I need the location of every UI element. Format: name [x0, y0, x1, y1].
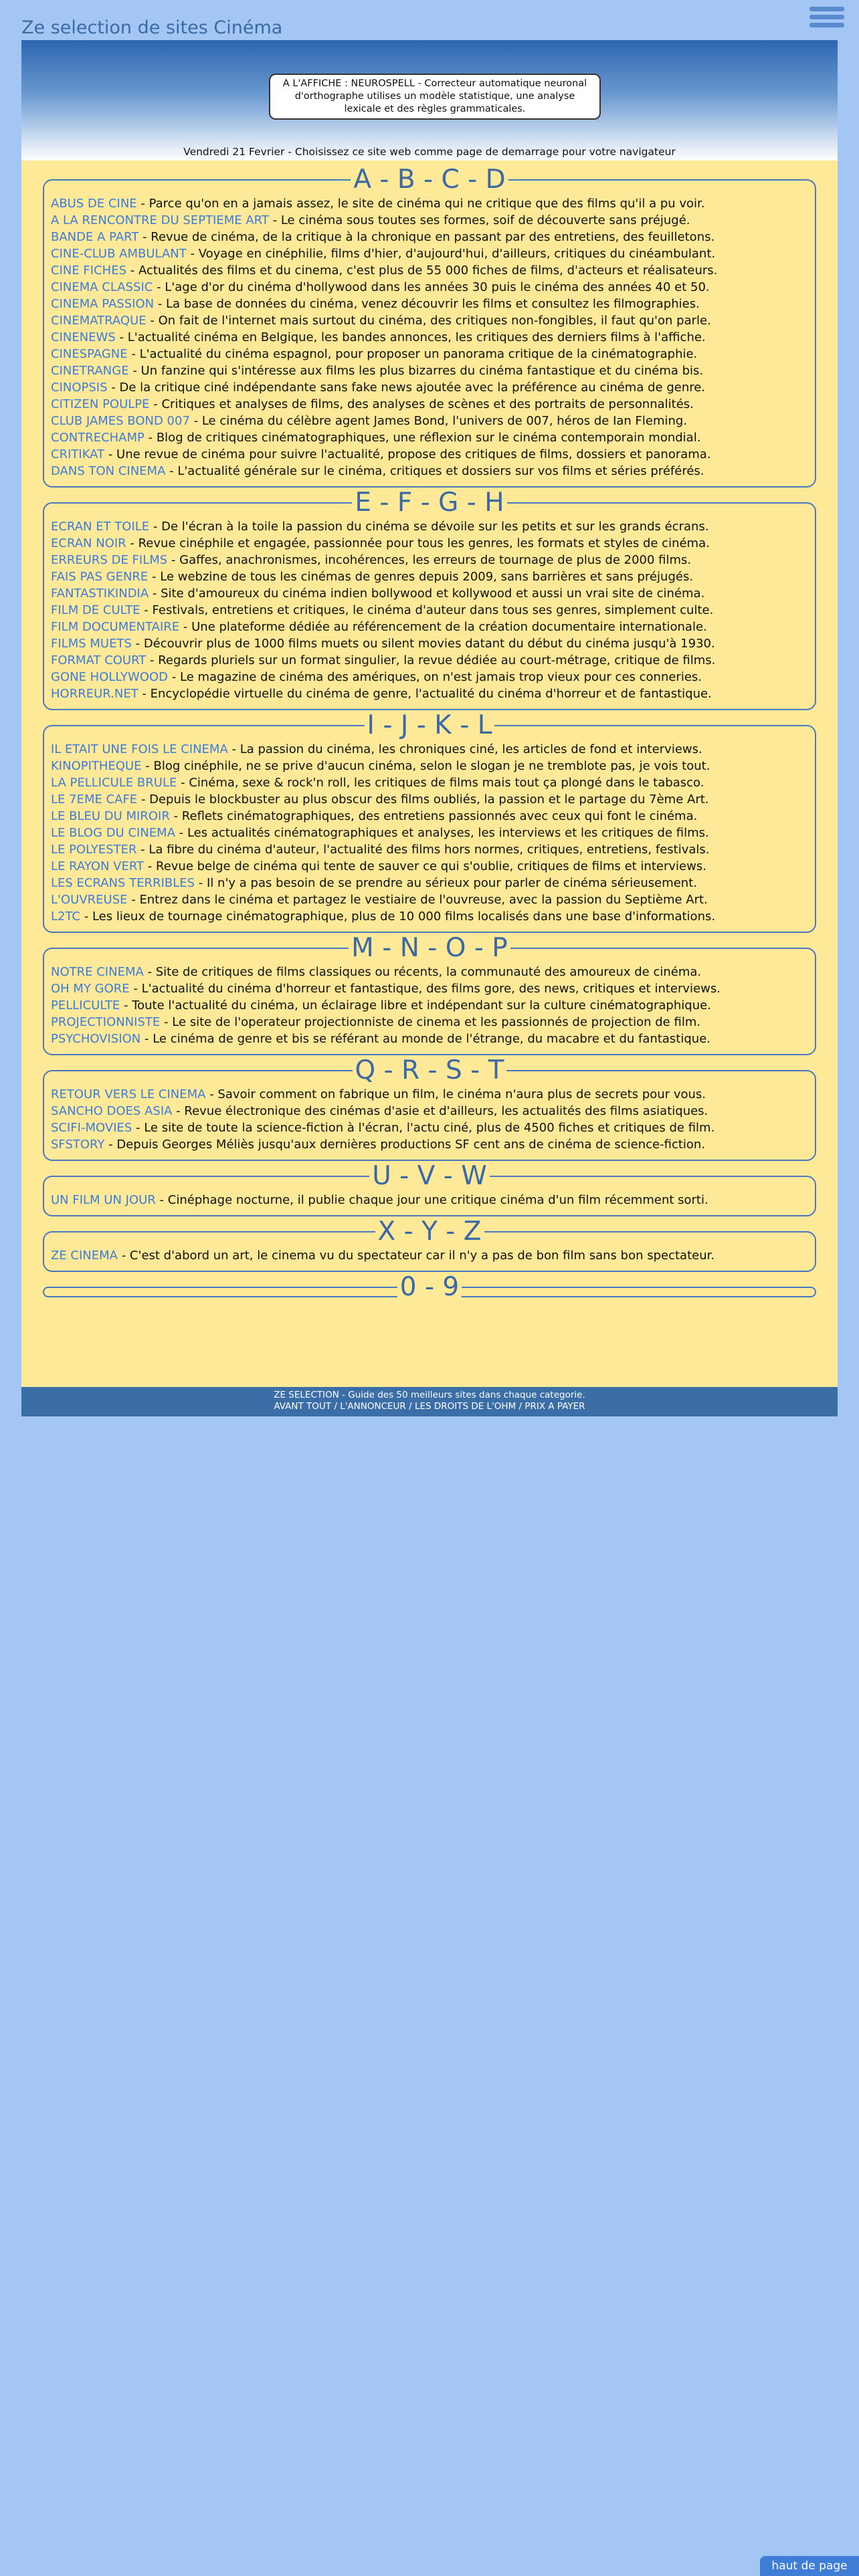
site-entry: [51, 552, 809, 568]
section-title: [44, 1057, 815, 1085]
site-entry: [51, 329, 809, 346]
site-link[interactable]: IL ETAIT UNE FOIS LE CINEMA: [51, 742, 228, 756]
site-link[interactable]: A LA RENCONTRE DU SEPTIEME ART: [51, 213, 269, 227]
site-description: - Il n'y a pas besoin de se prendre au sérieux pour parler de cinéma sérieusement.: [195, 876, 697, 890]
site-description: - Le site de toute la science-fiction à l'écran, l'actu ciné, plus de 4500 fiches et critiques de film.: [132, 1121, 715, 1135]
site-description: - Encyclopédie virtuelle du cinéma de genre, l'actualité du cinéma d'horreur et de fantastique.: [138, 687, 712, 701]
site-entry: [51, 312, 809, 329]
site-link[interactable]: DANS TON CINEMA: [51, 464, 166, 478]
site-description: - Blog de critiques cinématographiques, une réflexion sur le cinéma contemporain mondial.: [144, 431, 701, 445]
site-link[interactable]: CINETRANGE: [51, 364, 129, 378]
site-link[interactable]: CINESPAGNE: [51, 347, 128, 361]
site-entry: [51, 685, 809, 702]
site-description: - Le webzine de tous les cinémas de genres depuis 2009, sans barrières et sans préjugés.: [148, 570, 694, 584]
footer-tagline: ZE SELECTION - Guide des 50 meilleurs sites dans chaque categorie.: [274, 1390, 585, 1400]
site-description: - Une revue de cinéma pour suivre l'actualité, propose des critiques de films, dossiers et panorama.: [104, 447, 711, 461]
site-entry: [51, 908, 809, 925]
site-link[interactable]: LE BLOG DU CINEMA: [51, 826, 176, 840]
back-to-top-button[interactable]: haut de page: [760, 2556, 859, 2576]
site-link[interactable]: LA PELLICULE BRULE: [51, 776, 177, 790]
site-description: - Site de critiques de films classiques ou récents, la communauté des amoureux de cinéma.: [143, 965, 702, 979]
site-link[interactable]: OH MY GORE: [51, 982, 130, 996]
site-link[interactable]: SANCHO DOES ASIA: [51, 1104, 173, 1118]
announcement-link[interactable]: A L'AFFICHE : NEUROSPELL - Correcteur automatique neuronal d'orthographe utilises un modèle statistique, une analyse lexicale et des règles grammaticales.: [269, 74, 601, 120]
letter-section: [43, 1161, 816, 1216]
site-link[interactable]: CINE-CLUB AMBULANT: [51, 247, 187, 261]
site-description: - L'actualité du cinéma d'horreur et fantastique, des films gore, des news, critiques et interviews.: [129, 982, 721, 996]
site-entry: [51, 195, 809, 212]
site-entry: [51, 808, 809, 825]
site-description: - Toute l'actualité du cinéma, un éclairage libre et indépendant sur la culture cinématographique.: [120, 998, 711, 1012]
section-title: [44, 1273, 815, 1301]
site-link[interactable]: CINEMA CLASSIC: [51, 280, 153, 294]
site-entry: [51, 535, 809, 552]
letter-section: [43, 165, 816, 488]
site-entry: [51, 585, 809, 602]
site-entry: [51, 362, 809, 379]
site-entry: [51, 1014, 809, 1031]
site-description: - C'est d'abord un art, le cinema vu du spectateur car il n'y a pas de bon film sans bon spectateur.: [117, 1249, 715, 1263]
site-description: - L'age d'or du cinéma d'hollywood dans les années 30 puis le cinéma des années 40 et 50.: [153, 280, 710, 294]
site-description: - L'actualité générale sur le cinéma, critiques et dossiers sur vos films et séries préférés.: [165, 464, 704, 478]
letter-section: [43, 933, 816, 1055]
site-entry: [51, 891, 809, 908]
site-description: - Revue de cinéma, de la critique à la chronique en passant par des entretiens, des feuilletons.: [138, 230, 715, 244]
site-link[interactable]: FANTASTIKINDIA: [51, 586, 149, 601]
site-link[interactable]: NOTRE CINEMA: [51, 965, 144, 979]
section-title: [44, 166, 815, 194]
site-entry: [51, 652, 809, 669]
site-entry: [51, 518, 809, 535]
site-description: - Le magazine de cinéma des amériques, on n'est jamais trop vieux pour ces conneries.: [168, 670, 702, 684]
site-link[interactable]: PELLICULTE: [51, 998, 120, 1012]
site-description: - Festivals, entretiens et critiques, le cinéma d'auteur dans tous ses genres, simplement culte.: [140, 603, 714, 617]
site-description: - La base de données du cinéma, venez découvrir les films et consultez les filmographies.: [154, 297, 700, 311]
site-entry: [51, 602, 809, 619]
section-title-text: U - V - W: [369, 1161, 490, 1191]
site-entry: [51, 379, 809, 396]
site-link[interactable]: FILM DOCUMENTAIRE: [51, 620, 180, 634]
site-link[interactable]: LE POLYESTER: [51, 843, 137, 857]
site-link[interactable]: FAIS PAS GENRE: [51, 570, 149, 584]
site-link[interactable]: ZE CINEMA: [51, 1249, 118, 1263]
site-description: - Critiques et analyses de films, des analyses de scènes et des portraits de personnalités.: [149, 397, 694, 411]
site-entry: [51, 245, 809, 262]
site-entry: [51, 1031, 809, 1047]
site-link[interactable]: CINEMA PASSION: [51, 297, 155, 311]
site-entry: [51, 1103, 809, 1119]
site-entry: [51, 446, 809, 463]
site-description: - On fait de l'internet mais surtout du cinéma, des critiques non-fongibles, il faut qu'on parle.: [146, 314, 711, 328]
site-entry: [51, 841, 809, 858]
site-description: - Blog cinéphile, ne se prive d'aucun cinéma, selon le slogan je ne tremblote pas, je vois tout.: [141, 759, 710, 773]
site-description: - Les actualités cinématographiques et analyses, les interviews et les critiques de films.: [175, 826, 709, 840]
homepage-notice: Vendredi 21 Fevrier - Choisissez ce site web comme page de demarrage pour votre navigateur: [183, 146, 676, 158]
site-entry: [51, 1136, 809, 1153]
letter-section: [43, 1216, 816, 1272]
site-description: - Un fanzine qui s'intéresse aux films les plus bizarres du cinéma fantastique et du cinéma bis.: [128, 364, 704, 378]
section-title-text: X - Y - Z: [375, 1216, 484, 1247]
site-link[interactable]: ABUS DE CINE: [51, 197, 137, 211]
site-description: - Les lieux de tournage cinématographique, plus de 10 000 films localisés dans une base d'informations.: [80, 909, 716, 924]
site-description: - Voyage en cinéphilie, films d'hier, d'aujourd'hui, d'ailleurs, critiques du cinéambulant.: [186, 247, 716, 261]
site-link[interactable]: HORREUR.NET: [51, 687, 138, 701]
site-entry: [51, 619, 809, 635]
site-description: - Le cinéma du célèbre agent James Bond, l'univers de 007, héros de Ian Fleming.: [189, 414, 688, 428]
footer-separator: /: [405, 1401, 415, 1412]
site-link[interactable]: LE BLEU DU MIROIR: [51, 809, 170, 823]
site-link[interactable]: PROJECTIONNISTE: [51, 1015, 161, 1029]
site-link[interactable]: SCIFI-MOVIES: [51, 1121, 132, 1135]
letter-section: [43, 1272, 816, 1302]
site-description: - La passion du cinéma, les chroniques ciné, les articles de fond et interviews.: [227, 742, 702, 756]
footer-separator: /: [516, 1401, 525, 1412]
site-entry: [51, 635, 809, 652]
footer: [21, 1387, 838, 1416]
sections-list: [21, 165, 838, 1302]
section-title-text: E - F - G - H: [352, 488, 506, 518]
site-entry: [51, 463, 809, 479]
site-link[interactable]: CINEMATRAQUE: [51, 314, 147, 328]
section-title-text: M - N - O - P: [349, 933, 510, 963]
site-description: - Parce qu'on en a jamais assez, le site de cinéma qui ne critique que des films qu'il a pu voir.: [136, 197, 705, 211]
site-entry: [51, 429, 809, 446]
site-description: - Une plateforme dédiée au référencement de la création documentaire internationale.: [179, 620, 707, 634]
site-link[interactable]: BANDE A PART: [51, 230, 139, 244]
site-description: - Cinéma, sexe & rock'n roll, les critiques de films mais tout ça plongé dans le tabasco.: [177, 776, 704, 790]
site-description: - Revue électronique des cinémas d'asie et d'ailleurs, les actualités des films asiatiques.: [172, 1104, 708, 1118]
site-entry: [51, 279, 809, 296]
site-link[interactable]: LE 7EME CAFE: [51, 792, 138, 807]
site-link[interactable]: LE RAYON VERT: [51, 859, 145, 873]
site-description: - Le cinéma de genre et bis se référant au monde de l'étrange, du macabre et du fantastique.: [140, 1032, 710, 1046]
site-link[interactable]: CRITIKAT: [51, 447, 105, 461]
letter-section: [43, 488, 816, 710]
site-description: - Le site de l'operateur projectionniste de cinema et les passionnés de projection de film.: [160, 1015, 701, 1029]
site-description: - Depuis Georges Méliès jusqu'aux dernières productions SF cent ans de cinéma de science-fiction.: [104, 1138, 706, 1152]
site-entry: [51, 346, 809, 362]
site-description: - Cinéphage nocturne, il publie chaque jour une critique cinéma d'un film récemment sorti.: [155, 1193, 708, 1207]
site-entry: [51, 980, 809, 997]
footer-link[interactable]: LES DROITS DE L'OHM: [414, 1401, 516, 1412]
site-link[interactable]: CINOPSIS: [51, 381, 108, 395]
section-title-text: A - B - C - D: [351, 165, 508, 195]
header-banner: [21, 40, 838, 160]
footer-separator: /: [331, 1401, 341, 1412]
site-entry: [51, 758, 809, 774]
site-description: - Revue cinéphile et engagée, passionnée pour tous les genres, les formats et styles de cinéma.: [126, 536, 710, 550]
site-entry: [51, 1086, 809, 1103]
site-link[interactable]: CONTRECHAMP: [51, 431, 145, 445]
site-entry: [51, 229, 809, 245]
site-description: - De l'écran à la toile la passion du cinéma se dévoile sur les petits et sur les grands écrans.: [149, 520, 709, 534]
site-entry: [51, 964, 809, 980]
site-description: - Depuis le blockbuster au plus obscur des films oubliés, la passion et le partage du 7ème Art.: [137, 792, 709, 807]
site-link[interactable]: CITIZEN POULPE: [51, 397, 150, 411]
section-title-text: 0 - 9: [397, 1272, 462, 1302]
site-description: - Le cinéma sous toutes ses formes, soif de découverte sans préjugé.: [268, 213, 690, 227]
site-entry: [51, 741, 809, 758]
site-link[interactable]: CLUB JAMES BOND 007: [51, 414, 190, 428]
footer-link[interactable]: PRIX A PAYER: [524, 1401, 585, 1412]
footer-link[interactable]: AVANT TOUT: [274, 1401, 332, 1412]
site-link[interactable]: L2TC: [51, 909, 80, 924]
site-description: - Revue belge de cinéma qui tente de sauver ce qui s'oublie, critiques de films et interviews.: [144, 859, 706, 873]
site-description: - L'actualité cinéma en Belgique, les bandes annonces, les critiques des derniers films à l'affiche.: [115, 330, 706, 344]
site-link[interactable]: ERREURS DE FILMS: [51, 553, 168, 567]
site-description: - Découvrir plus de 1000 films muets ou silent movies datant du début du cinéma jusqu'à 1930.: [131, 637, 715, 651]
site-description: - Regards pluriels sur un format singulier, la revue dédiée au court-métrage, critique de films.: [146, 653, 716, 667]
section-title: [44, 712, 815, 740]
site-link[interactable]: ECRAN NOIR: [51, 536, 126, 550]
site-entry: [51, 875, 809, 891]
footer-link[interactable]: L'ANNONCEUR: [340, 1401, 406, 1412]
site-entry: [51, 858, 809, 875]
footer-links: [21, 1401, 838, 1412]
letter-section: [43, 1055, 816, 1161]
site-description: - Actualités des films et du cinema, c'est plus de 55 000 fiches de films, d'acteurs et réalisateurs.: [126, 263, 718, 278]
site-entry: [51, 568, 809, 585]
site-entry: [51, 413, 809, 429]
site-entry: [51, 791, 809, 808]
site-link[interactable]: PSYCHOVISION: [51, 1032, 141, 1046]
site-link[interactable]: KINOPITHEQUE: [51, 759, 142, 773]
site-link[interactable]: ECRAN ET TOILE: [51, 520, 150, 534]
site-link[interactable]: FORMAT COURT: [51, 653, 147, 667]
site-description: - Entrez dans le cinéma et partagez le vestiaire de l'ouvreuse, avec la passion du Septième Art.: [127, 893, 708, 907]
site-description: - Site d'amoureux du cinéma indien bollywood et kollywood et aussi un vrai site de cinéma.: [149, 586, 705, 601]
section-title-text: I - J - K - L: [365, 710, 495, 740]
site-description: - Gaffes, anachronismes, incohérences, les erreurs de tournage de plus de 2000 films.: [167, 553, 692, 567]
site-description: - L'actualité du cinéma espagnol, pour proposer un panorama critique de la cinématographie.: [127, 347, 698, 361]
section-title-text: Q - R - S - T: [353, 1055, 507, 1085]
site-entry: [51, 669, 809, 685]
site-entry: [51, 396, 809, 413]
site-entry: [51, 774, 809, 791]
site-link[interactable]: RETOUR VERS LE CINEMA: [51, 1087, 206, 1101]
section-title: [44, 1218, 815, 1246]
site-description: - La fibre du cinéma d'auteur, l'actualité des films hors normes, critiques, entretiens, festivals.: [136, 843, 710, 857]
site-description: - Savoir comment on fabrique un film, le cinéma n'aura plus de secrets pour vous.: [205, 1087, 706, 1101]
site-entry: [51, 1192, 809, 1208]
section-title: [44, 489, 815, 517]
site-entry: [51, 296, 809, 312]
site-link[interactable]: UN FILM UN JOUR: [51, 1193, 156, 1207]
site-title: Ze selection de sites Cinéma: [21, 17, 283, 38]
section-title: [44, 934, 815, 962]
section-title: [44, 1162, 815, 1190]
hamburger-menu-icon[interactable]: [809, 7, 844, 31]
site-description: - Reflets cinématographiques, des entretiens passionnés avec ceux qui font le cinéma.: [169, 809, 698, 823]
site-link[interactable]: L'OUVREUSE: [51, 893, 128, 907]
site-link[interactable]: GONE HOLLYWOOD: [51, 670, 169, 684]
site-link[interactable]: CINE FICHES: [51, 263, 127, 278]
site-entry: [51, 997, 809, 1014]
site-entry: [51, 1119, 809, 1136]
site-entry: [51, 262, 809, 279]
site-link[interactable]: SFSTORY: [51, 1138, 105, 1152]
site-link[interactable]: CINENEWS: [51, 330, 116, 344]
site-link[interactable]: FILM DE CULTE: [51, 603, 140, 617]
site-entry: [51, 825, 809, 841]
site-entry: [51, 212, 809, 229]
site-link[interactable]: LES ECRANS TERRIBLES: [51, 876, 195, 890]
site-description: - De la critique ciné indépendante sans fake news ajoutée avec la préférence au cinéma de genre.: [107, 381, 706, 395]
letter-section: [43, 710, 816, 933]
main-content: [21, 40, 838, 1416]
site-entry: [51, 1247, 809, 1264]
site-link[interactable]: FILMS MUETS: [51, 637, 132, 651]
